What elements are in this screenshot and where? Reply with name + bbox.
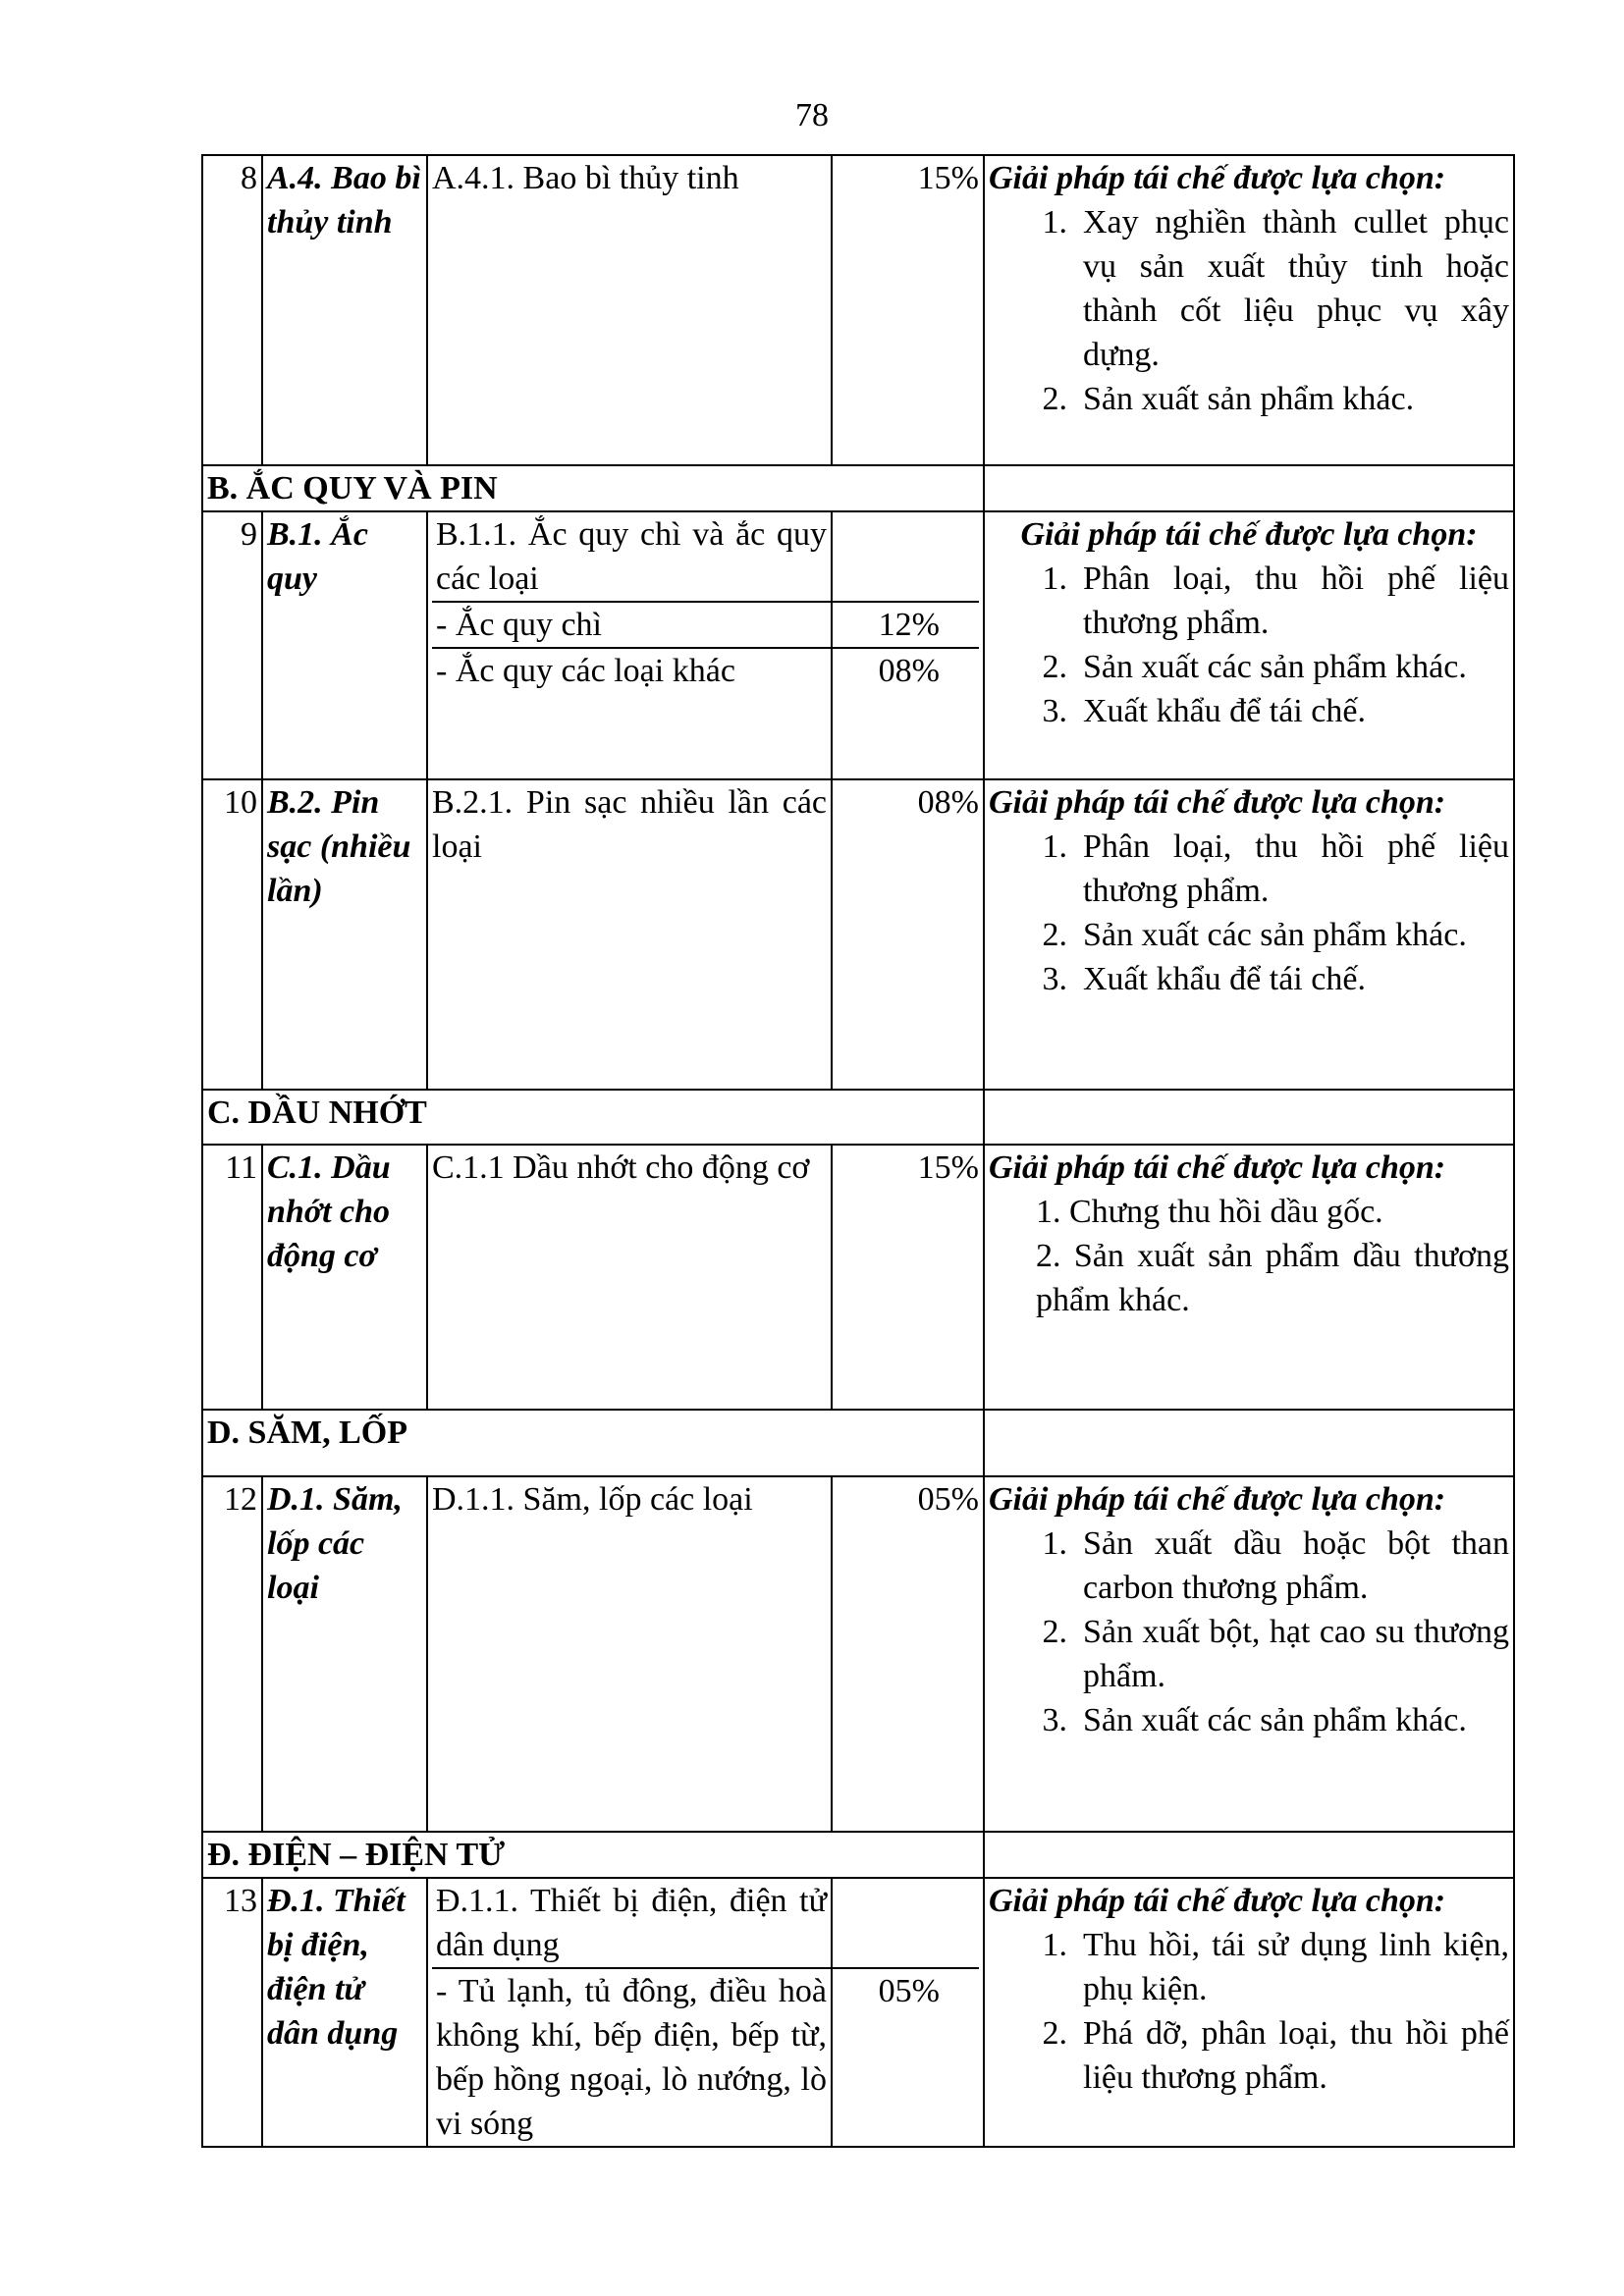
item-name: D.1.1. Săm, lốp các loại [427, 1476, 832, 1832]
solution-text: Sản xuất các sản phẩm khác. [1083, 1702, 1467, 1738]
sub-item-rate: 12% [878, 607, 940, 643]
solution-text: Phân loại, thu hồi phế liệu thương phẩm. [1083, 561, 1509, 641]
solution-text: Sản xuất bột, hạt cao su thương phẩm. [1083, 1614, 1509, 1694]
solution-text: Phân loại, thu hồi phế liệu thương phẩm. [1083, 828, 1509, 909]
page-number: 78 [795, 97, 829, 133]
row-number: 8 [202, 155, 262, 465]
item-name: B.2.1. Pin sạc nhiều lần các loại [427, 779, 832, 1090]
table-row [202, 155, 1514, 465]
section-title: D. SĂM, LỐP [202, 1410, 984, 1476]
sub-item [432, 647, 979, 778]
solution-item: 2. Sản xuất sản phẩm dầu thương phẩm khác. [1036, 1238, 1509, 1318]
table-row [202, 1145, 1514, 1410]
solution-number: 1. [1042, 1927, 1067, 1963]
solution-item: 1. Chưng thu hồi dầu gốc. [1036, 1194, 1383, 1230]
solution-item [989, 1522, 1509, 1610]
empty-rate [833, 512, 979, 601]
group-name: B.1. Ắc quy [262, 511, 427, 779]
solution-number: 2. [1042, 2015, 1067, 2052]
empty-cell [984, 465, 1514, 511]
solution-text: Sản xuất các sản phẩm khác. [1083, 917, 1467, 953]
solution-item [989, 1923, 1509, 2011]
item-name: C.1.1 Dầu nhớt cho động cơ [427, 1145, 832, 1410]
item-header [432, 512, 979, 601]
solution-title: Giải pháp tái chế được lựa chọn: [989, 1481, 1446, 1518]
table-row [202, 779, 1514, 1090]
solution-cell [984, 1878, 1514, 2147]
item-name: A.4.1. Bao bì thủy tinh [427, 155, 832, 465]
solution-cell [984, 1145, 1514, 1410]
solution-title: Giải pháp tái chế được lựa chọn: [1020, 516, 1478, 553]
section-title: C. DẦU NHỚT [202, 1090, 984, 1145]
rate-value: 08% [832, 779, 984, 1090]
solution-number: 2. [1042, 1614, 1067, 1650]
solution-number: 1. [1042, 828, 1067, 865]
recycling-rate-table [201, 154, 1515, 2148]
solution-item [989, 2011, 1509, 2100]
table-row [202, 1878, 1514, 2147]
solution-text: Xuất khẩu để tái chế. [1083, 693, 1366, 729]
item-block [427, 1878, 984, 2147]
item-name: B.1.1. Ắc quy chì và ắc quy các loại [432, 512, 833, 601]
section-title: B. ẮC QUY VÀ PIN [202, 465, 984, 511]
rate-value: 15% [832, 1145, 984, 1410]
section-row [202, 1090, 1514, 1145]
solution-title: Giải pháp tái chế được lựa chọn: [989, 784, 1446, 821]
solution-number: 3. [1042, 693, 1067, 729]
solution-number: 2. [1042, 381, 1067, 417]
group-name: B.2. Pin sạc (nhiều lần) [262, 779, 427, 1090]
solution-number: 3. [1042, 961, 1067, 997]
row-number: 9 [202, 511, 262, 779]
sub-item [432, 1967, 979, 2146]
group-name: A.4. Bao bì thủy tinh [262, 155, 427, 465]
rate-value: 15% [832, 155, 984, 465]
solution-text: Xuất khẩu để tái chế. [1083, 961, 1366, 997]
empty-cell [984, 1410, 1514, 1476]
solution-text: Phá dỡ, phân loại, thu hồi phế liệu thương phẩm. [1083, 2015, 1509, 2096]
solution-item [989, 1698, 1509, 1742]
group-name: Đ.1. Thiết bị điện, điện tử dân dụng [262, 1878, 427, 2147]
solution-text: Xay nghiền thành cullet phục vụ sản xuất thủy tinh hoặc thành cốt liệu phục vụ xây dựng. [1083, 204, 1509, 373]
group-name: D.1. Săm, lốp các loại [262, 1476, 427, 1832]
empty-cell [984, 1090, 1514, 1145]
solution-cell [984, 511, 1514, 779]
solution-text: Sản xuất dầu hoặc bột than carbon thương phẩm. [1083, 1525, 1509, 1606]
item-block [427, 511, 984, 779]
solution-title: Giải pháp tái chế được lựa chọn: [989, 1883, 1446, 1919]
solution-item [989, 557, 1509, 645]
solution-item [989, 377, 1509, 421]
sub-item-rate: 08% [878, 653, 940, 689]
solution-item [989, 957, 1509, 1001]
solution-number: 2. [1042, 649, 1067, 685]
section-row [202, 1832, 1514, 1878]
solution-number: 3. [1042, 1702, 1067, 1738]
solution-item [989, 645, 1509, 689]
solution-item [989, 825, 1509, 913]
item-header [432, 1879, 979, 1967]
table-row [202, 1476, 1514, 1832]
row-number: 11 [202, 1145, 262, 1410]
solution-number: 1. [1042, 204, 1067, 240]
row-number: 10 [202, 779, 262, 1090]
solution-number: 2. [1042, 917, 1067, 953]
row-number: 12 [202, 1476, 262, 1832]
solution-title: Giải pháp tái chế được lựa chọn: [989, 160, 1446, 196]
empty-rate [833, 1879, 979, 1967]
solution-number: 1. [1042, 561, 1067, 597]
solution-text: Sản xuất sản phẩm khác. [1083, 381, 1415, 417]
solution-item [989, 913, 1509, 957]
sub-item-name: - Ắc quy các loại khác [432, 649, 833, 778]
solution-item [989, 689, 1509, 733]
solution-number: 1. [1042, 1525, 1067, 1562]
sub-item [432, 601, 979, 647]
solution-title: Giải pháp tái chế được lựa chọn: [989, 1149, 1446, 1186]
table-row [202, 511, 1514, 779]
section-title: Đ. ĐIỆN – ĐIỆN TỬ [202, 1832, 984, 1878]
sub-item-name: - Ắc quy chì [432, 603, 833, 647]
solution-cell [984, 779, 1514, 1090]
solution-text: Sản xuất các sản phẩm khác. [1083, 649, 1467, 685]
solution-item [989, 200, 1509, 377]
solution-text: Thu hồi, tái sử dụng linh kiện, phụ kiện. [1083, 1927, 1509, 2007]
solution-cell [984, 1476, 1514, 1832]
sub-item-rate: 05% [878, 1973, 940, 2009]
sub-item-name: - Tủ lạnh, tủ đông, điều hoà không khí, bếp điện, bếp từ, bếp hồng ngoại, lò nướng, lò vi sóng [432, 1969, 833, 2146]
empty-cell [984, 1832, 1514, 1878]
row-number: 13 [202, 1878, 262, 2147]
solution-item [989, 1610, 1509, 1698]
section-row [202, 465, 1514, 511]
group-name: C.1. Dầu nhớt cho động cơ [262, 1145, 427, 1410]
solution-cell [984, 155, 1514, 465]
item-name: Đ.1.1. Thiết bị điện, điện tử dân dụng [432, 1879, 833, 1967]
section-row [202, 1410, 1514, 1476]
rate-value: 05% [832, 1476, 984, 1832]
